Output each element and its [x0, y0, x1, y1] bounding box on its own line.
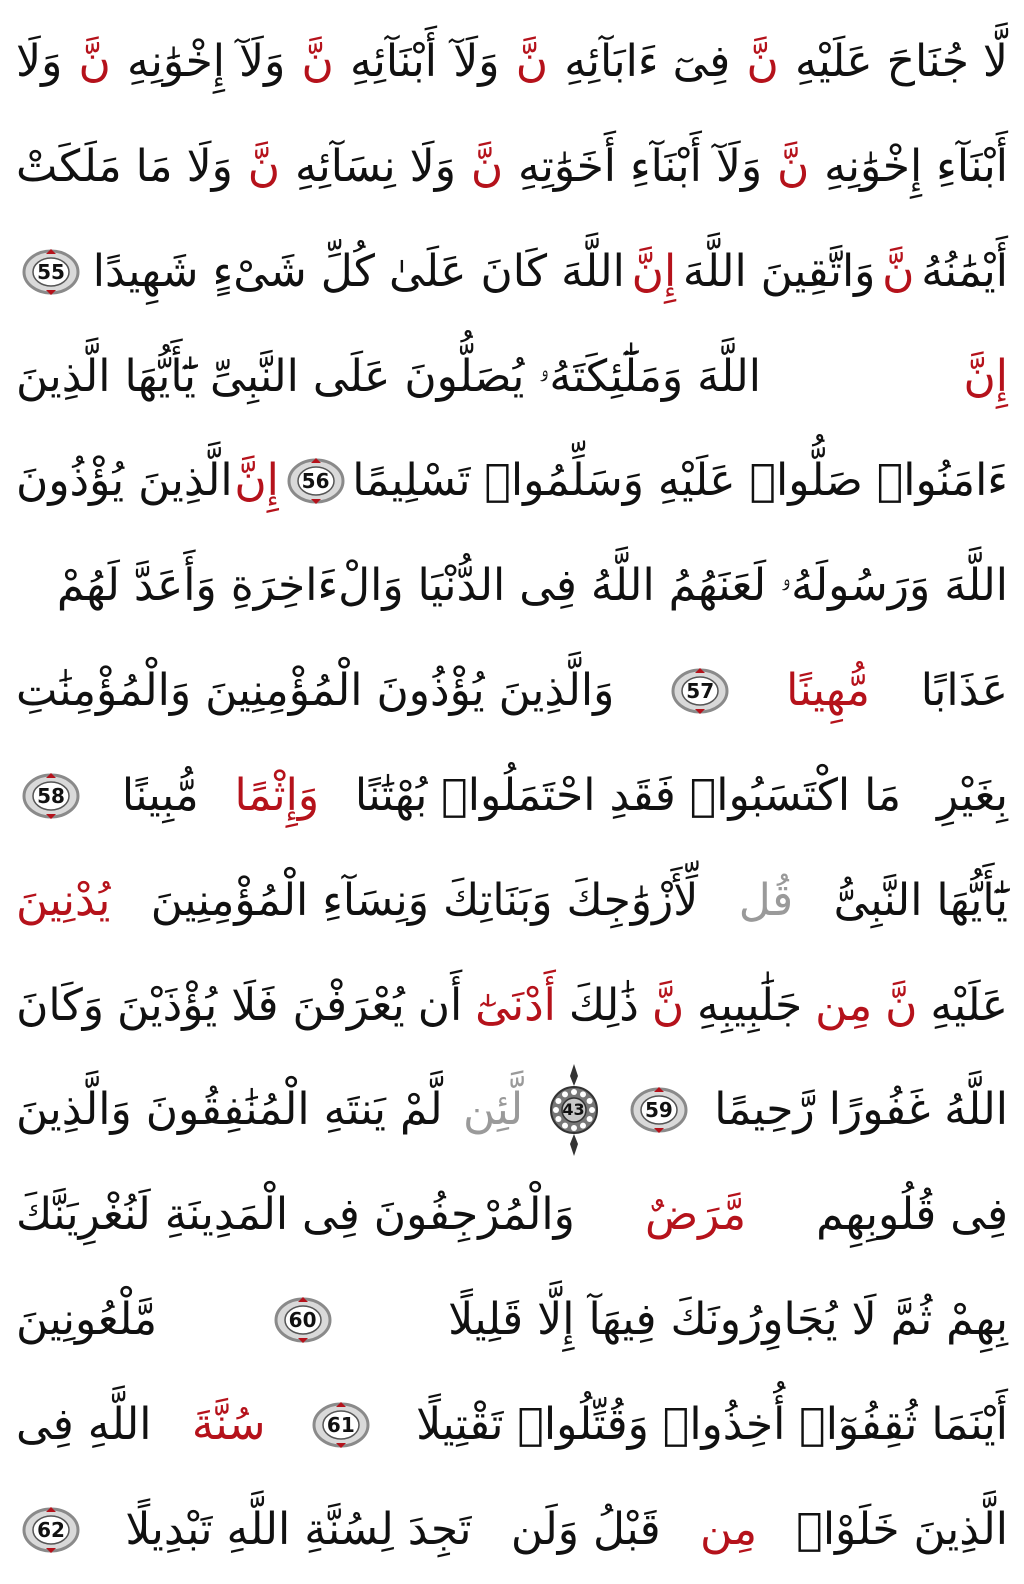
- verse-text-segment: لَّا جُنَاحَ عَلَيْهِ: [794, 36, 1008, 87]
- verse-text-segment: نَّ: [247, 140, 281, 192]
- verse-text-segment: جَلَٰبِيبِهِ: [697, 979, 803, 1031]
- ayah-number: 60: [288, 1308, 317, 1333]
- text-line: [16, 966, 1008, 1046]
- verse-text-segment: وَلَا نِسَآئِهِ: [294, 140, 457, 192]
- ayah-number: 61: [326, 1412, 355, 1437]
- verse-text-segment: إِنَّ: [631, 245, 677, 297]
- verse-text-segment: لَّئِن: [463, 1084, 524, 1136]
- verse-text-segment: وَلَآ: [453, 36, 500, 87]
- verse-text-segment: نَّ: [78, 36, 111, 87]
- verse-text-segment: وَلَآ أَبْنَآءِ أَخَوَٰتِهِ: [518, 140, 763, 192]
- text-line: [16, 232, 1008, 312]
- verse-text-segment: نَّ: [301, 36, 334, 87]
- verse-text-segment: مِن: [700, 1503, 758, 1555]
- verse-text-segment: فِى قُلُوبِهِم: [816, 1189, 1008, 1241]
- verse-text-segment: إِنَّ: [234, 455, 279, 507]
- verse-text-segment: أَيْمَٰنُهُ: [921, 245, 1008, 297]
- text-line: [16, 756, 1008, 836]
- verse-text-segment: وَالْمُرْجِفُونَ فِى الْمَدِينَةِ لَنُغْرِيَنَّكَ: [16, 1189, 575, 1241]
- text-line: [16, 127, 1008, 207]
- verse-text-segment: نَّ: [515, 36, 549, 87]
- verse-text-segment: وَلَآ إِخْوَٰنِهِ: [127, 36, 286, 87]
- verse-text-segment: نَّ: [885, 979, 918, 1031]
- ayah-end-marker: [671, 667, 729, 715]
- verse-text-segment: تَجِدَ لِسُنَّةِ اللَّهِ تَبْدِيلًا: [125, 1503, 472, 1555]
- text-line: [16, 1175, 1008, 1255]
- verse-text-segment: مَا اكْتَسَبُوا۟ فَقَدِ احْتَمَلُوا۟ بُهْتَٰنًا: [354, 769, 902, 821]
- text-line: [16, 22, 1008, 102]
- text-line: [16, 1490, 1008, 1570]
- text-line: [16, 337, 1008, 417]
- verse-text-segment: اللَّهِ فِى: [16, 1398, 152, 1450]
- verse-text-segment: وَإِثْمًا: [234, 769, 320, 821]
- verse-text-segment: عَلَيْهِ: [930, 979, 1008, 1031]
- verse-text-segment: مُّهِينًا: [786, 665, 870, 717]
- verse-text-segment: وَلَا: [16, 36, 63, 87]
- verse-text-segment: نَّ: [651, 979, 685, 1031]
- verse-text-segment: قُل: [738, 874, 794, 926]
- verse-text-segment: ءَامَنُوا۟ صَلُّوا۟ عَلَيْهِ وَسَلِّمُوا۟ تَسْلِيمًا: [352, 455, 1008, 507]
- verse-text-segment: لِّأَزْوَٰجِكَ وَبَنَاتِكَ وَنِسَآءِ الْمُؤْمِنِينَ: [150, 874, 699, 926]
- text-line: [16, 441, 1008, 521]
- ayah-end-marker: [22, 248, 80, 296]
- verse-text-segment: اللَّهَ وَرَسُولَهُۥ لَعَنَهُمُ اللَّهُ فِى الدُّنْيَا وَالْءَاخِرَةِ وَأَعَدَّ لَهُمْ: [56, 560, 1008, 612]
- ayah-number: 56: [301, 469, 330, 494]
- verse-text-segment: فِىٓ ءَابَآئِهِ: [564, 36, 731, 87]
- verse-text-segment: اللَّهَ وَمَلَٰٓئِكَتَهُۥ يُصَلُّونَ عَلَى النَّبِىِّ يَٰٓأَيُّهَا الَّذِينَ: [16, 350, 761, 402]
- verse-text-segment: اللَّهُ غَفُورًا رَّحِيمًا: [714, 1084, 1008, 1136]
- ayah-number: 62: [37, 1517, 65, 1542]
- ayah-number: 59: [644, 1098, 673, 1123]
- verse-text-segment: يَٰٓأَيُّهَا النَّبِىُّ: [833, 874, 1008, 926]
- ayah-end-marker: [630, 1086, 688, 1134]
- ayah-number: 55: [37, 259, 65, 284]
- verse-text-segment: أَدْنَىٰٓ: [475, 979, 556, 1031]
- verse-text-segment: ذَٰلِكَ: [568, 979, 639, 1031]
- text-line: [16, 1070, 1008, 1150]
- verse-text-segment: أَبْنَآئِهِ: [350, 36, 438, 87]
- text-line: [16, 861, 1008, 941]
- verse-text-segment: أَيْنَمَا ثُقِفُوٓا۟ أُخِذُوا۟ وَقُتِّلُوا۟ تَقْتِيلًا: [416, 1398, 1008, 1450]
- verse-text-segment: يُعْرَفْنَ فَلَا يُؤْذَيْنَ: [116, 979, 405, 1031]
- mushaf-page: [16, 22, 1008, 1570]
- verse-text-segment: نَّ: [882, 245, 915, 297]
- verse-text-segment: قَبْلُ وَلَن: [510, 1503, 661, 1555]
- text-line: [16, 1280, 1008, 1360]
- verse-text-segment: نَّ: [470, 140, 504, 192]
- verse-text-segment: مَّلْعُونِينَ: [16, 1294, 158, 1346]
- verse-text-segment: أَن: [417, 979, 463, 1031]
- verse-text-segment: نَّ: [777, 140, 810, 192]
- text-line: [16, 546, 1008, 626]
- ayah-number: 58: [37, 783, 65, 808]
- ayah-end-marker: [274, 1296, 332, 1344]
- verse-text-segment: مِن: [815, 979, 873, 1031]
- hizb-number: 43: [562, 1100, 585, 1120]
- verse-text-segment: بِهِمْ ثُمَّ لَا يُجَاوِرُونَكَ فِيهَآ إِلَّا قَلِيلًا: [448, 1294, 1008, 1346]
- verse-text-segment: وَالَّذِينَ يُؤْذُونَ الْمُؤْمِنِينَ وَالْمُؤْمِنَٰتِ: [16, 665, 615, 717]
- verse-text-segment: الَّذِينَ خَلَوْا۟: [796, 1503, 1008, 1555]
- verse-text-segment: لَّمْ يَنتَهِ الْمُنَٰفِقُونَ وَالَّذِينَ: [16, 1084, 443, 1136]
- verse-text-segment: الَّذِينَ يُؤْذُونَ: [16, 455, 233, 507]
- verse-text-segment: اللَّهَ كَانَ عَلَىٰ كُلِّ شَىْءٍ شَهِيدًا: [92, 245, 625, 297]
- verse-text-segment: بِغَيْرِ: [936, 769, 1008, 821]
- verse-text-segment: وَكَانَ: [16, 979, 105, 1031]
- ayah-end-marker: [22, 1506, 80, 1554]
- ayah-end-marker: [287, 457, 345, 505]
- text-line: [16, 1385, 1008, 1465]
- verse-text-segment: وَلَا مَا مَلَكَتْ: [16, 140, 233, 192]
- ayah-end-marker: [22, 772, 80, 820]
- ayah-end-marker: [312, 1401, 370, 1449]
- verse-text-segment: عَذَابًا: [920, 665, 1008, 717]
- verse-text-segment: إِنَّ: [963, 350, 1008, 402]
- verse-text-segment: نَّ: [746, 36, 779, 87]
- verse-text-segment: أَبْنَآءِ إِخْوَٰنِهِ: [824, 140, 1008, 192]
- verse-text-segment: يُدْنِينَ: [16, 874, 111, 926]
- verse-text-segment: وَاتَّقِينَ اللَّهَ: [682, 245, 876, 297]
- ayah-number: 57: [686, 679, 715, 704]
- verse-text-segment: سُنَّةَ: [191, 1398, 266, 1450]
- hizb-marker: [548, 1062, 600, 1158]
- text-line: [16, 651, 1008, 731]
- verse-text-segment: مُّبِينًا: [121, 769, 199, 821]
- verse-text-segment: مَّرَضٌ: [644, 1189, 747, 1241]
